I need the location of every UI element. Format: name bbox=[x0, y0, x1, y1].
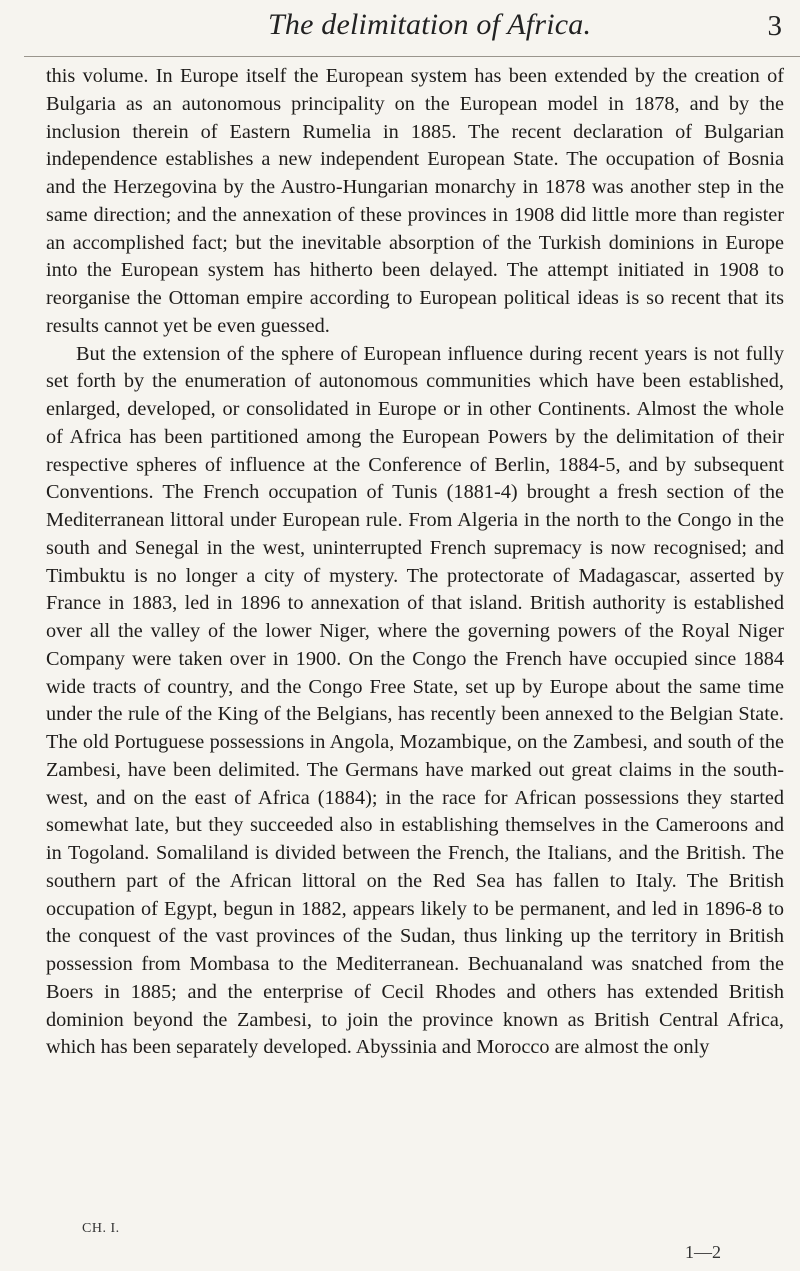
body-text bbox=[46, 63, 784, 1062]
paragraph-1: this volume. In Europe itself the European system has been extended by the creation of Bulgaria as an autonomous principality on the European model in 1878, and by the inclusion therein of Eastern Rumelia in 1885. The recent declaration of Bulgarian independence establishes a new independent European State. The occupation of Bosnia and the Herzegovina by the Austro-Hungarian monarchy in 1878 was another step in the same direction; and the annexation of these provinces in 1908 did little more than register an accomplished fact; but the inevitable absorption of the Turkish dominions in Europe into the European system has hitherto been delayed. The attempt initiated in 1908 to reorganise the Ottoman empire according to European political ideas is so recent that its results cannot yet be even guessed. bbox=[46, 65, 784, 337]
signature-mark: 1—2 bbox=[685, 1242, 721, 1262]
chapter-mark: CH. I. bbox=[82, 1221, 120, 1236]
running-title: The delimitation of Africa. bbox=[268, 8, 592, 41]
page-number: 3 bbox=[767, 10, 782, 42]
header-rule bbox=[24, 56, 800, 57]
paragraph-2: But the extension of the sphere of European influence during recent years is not fully set forth by the enumeration of autonomous communities which have been established, enlarged, developed, or consolidated in Europe or in other Continents. Almost the whole of Africa has been partitioned among the European Powers by the delimitation of their respective spheres of influence at the Conference of Berlin, 1884-5, and by subsequent Conventions. The French occupation of Tunis (1881-4) brought a fresh section of the Mediterranean littoral under European rule. From Algeria in the north to the Congo in the south and Senegal in the west, uninterrupted French supremacy is now recognised; and Timbuktu is no longer a city of mystery. The protectorate of Madagascar, asserted by France in 1883, led in 1896 to annexation of that island. British authority is established over all the valley of the lower Niger, where the governing powers of the Royal Niger Company were taken over in 1900. On the Congo the French have occupied since 1884 wide tracts of country, and the Congo Free State, set up by Europe about the same time under the rule of the King of the Belgians, has recently been annexed to the Belgian State. The old Portuguese possessions in Angola, Mozambique, on the Zambesi, and south of the Zambesi, have been delimited. The Germans have marked out great claims in the south-west, and on the east of Africa (1884); in the race for African possessions they started somewhat late, but they succeeded also in establishing themselves in the Cameroons and in Togoland. Somaliland is divided between the French, the Italians, and the British. The southern part of the African littoral on the Red Sea has fallen to Italy. The British occupation of Egypt, begun in 1882, appears likely to be permanent, and led in 1896-8 to the conquest of the vast provinces of the Sudan, thus linking up the territory in British possession from Mombasa to the Mediterranean. Bechuanaland was snatched from the Boers in 1885; and the enterprise of Cecil Rhodes and others has extended British dominion beyond the Zambesi, to join the province known as British Central Africa, which has been separately developed. Abyssinia and Morocco are almost the only bbox=[46, 342, 784, 1059]
